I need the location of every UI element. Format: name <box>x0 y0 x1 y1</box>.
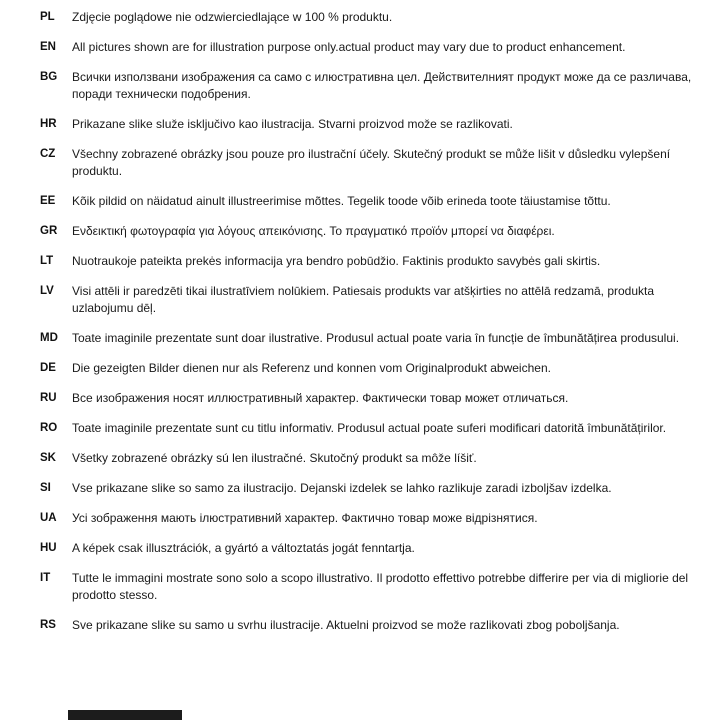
disclaimer-row <box>40 540 692 557</box>
language-code: RU <box>40 392 57 404</box>
language-code: DE <box>40 362 56 374</box>
disclaimer-row <box>40 480 692 497</box>
language-code: PL <box>40 11 55 23</box>
disclaimer-text: Zdjęcie poglądowe nie odzwierciedlające w 100 % produktu. <box>72 10 393 24</box>
disclaimer-row <box>40 146 692 180</box>
language-code: MD <box>40 332 58 344</box>
language-code: LV <box>40 285 54 297</box>
language-code: IT <box>40 572 51 584</box>
disclaimer-row <box>40 450 692 467</box>
language-code: GR <box>40 225 58 237</box>
disclaimer-text: Vse prikazane slike so samo za ilustracijo. Dejanski izdelek se lahko razlikuje zaradi izboljšav izdelka. <box>72 481 612 495</box>
disclaimer-row <box>40 223 692 240</box>
disclaimer-row <box>40 193 692 210</box>
disclaimer-text: Visi attēli ir paredzēti tikai ilustratīviem nolūkiem. Patiesais produkts var atšķirties no attēlā redzamā, produkta uzlabojumu dēļ. <box>72 284 655 315</box>
language-code: EN <box>40 41 56 53</box>
disclaimer-text: Kõik pildid on näidatud ainult illustreerimise mõttes. Tegelik toode võib erineda toote täiustamise tõttu. <box>72 194 611 208</box>
disclaimer-text: Toate imaginile prezentate sunt doar ilustrative. Produsul actual poate varia în funcție de îmbunătățirea produsului. <box>72 331 680 345</box>
disclaimer-text: Prikazane slike služe isključivo kao ilustracija. Stvarni proizvod može se razlikovati. <box>72 117 513 131</box>
disclaimer-row <box>40 9 692 26</box>
disclaimer-text: Ενδεικτική φωτογραφία για λόγους απεικόνισης. Το πραγματικό προϊόν μπορεί να διαφέρει. <box>72 224 555 238</box>
language-code: HR <box>40 118 57 130</box>
disclaimer-text: Tutte le immagini mostrate sono solo a scopo illustrativo. Il prodotto effettivo potrebbe differire per via di migliorie del prodotto stesso. <box>72 571 689 602</box>
language-code: RS <box>40 619 56 631</box>
language-code: CZ <box>40 148 56 160</box>
disclaimer-text: Všetky zobrazené obrázky sú len ilustračné. Skutočný produkt sa môže líšiť. <box>72 451 477 465</box>
disclaimer-text: Die gezeigten Bilder dienen nur als Referenz und konnen vom Originalprodukt abweichen. <box>72 361 551 375</box>
disclaimer-row <box>40 283 692 317</box>
disclaimer-row <box>40 39 692 56</box>
disclaimer-text: Nuotraukoje pateikta prekės informacija yra bendro pobūdžio. Faktinis produkto savybės gali skirtis. <box>72 254 601 268</box>
disclaimer-text: Toate imaginile prezentate sunt cu titlu informativ. Produsul actual poate suferi modificari datorită îmbunătățirilor. <box>72 421 667 435</box>
disclaimer-row <box>40 617 692 634</box>
language-code: UA <box>40 512 57 524</box>
language-code: SI <box>40 482 51 494</box>
disclaimer-row <box>40 510 692 527</box>
footer-bar <box>68 710 182 720</box>
language-code: BG <box>40 71 58 83</box>
language-code: RO <box>40 422 58 434</box>
disclaimer-text: Усі зображення мають ілюстративний характер. Фактично товар може відрізнятися. <box>72 511 538 525</box>
disclaimer-list <box>40 9 692 634</box>
disclaimer-text: A képek csak illusztrációk, a gyártó a változtatás jogát fenntartja. <box>72 541 415 555</box>
disclaimer-row <box>40 330 692 347</box>
disclaimer-text: Všechny zobrazené obrázky jsou pouze pro ilustrační účely. Skutečný produkt se může lišit v důsledku vylepšení produktu. <box>72 147 671 178</box>
disclaimer-row <box>40 420 692 437</box>
language-code: EE <box>40 195 56 207</box>
language-code: SK <box>40 452 56 464</box>
disclaimer-text: All pictures shown are for illustration purpose only.actual product may vary due to product enhancement. <box>72 40 626 54</box>
disclaimer-row <box>40 253 692 270</box>
disclaimer-row <box>40 69 692 103</box>
language-code: HU <box>40 542 57 554</box>
disclaimer-text: Sve prikazane slike su samo u svrhu ilustracije. Aktuelni proizvod se može razlikovati zbog poboljšanja. <box>72 618 620 632</box>
disclaimer-text: Всички използвани изображения са само с илюстративна цел. Действителният продукт може да се различава, поради технически подобрения. <box>72 70 692 101</box>
disclaimer-row <box>40 570 692 604</box>
disclaimer-row <box>40 360 692 377</box>
disclaimer-text: Все изображения носят иллюстративный характер. Фактически товар может отличаться. <box>72 391 569 405</box>
language-code: LT <box>40 255 54 267</box>
disclaimer-row <box>40 390 692 407</box>
disclaimer-row <box>40 116 692 133</box>
